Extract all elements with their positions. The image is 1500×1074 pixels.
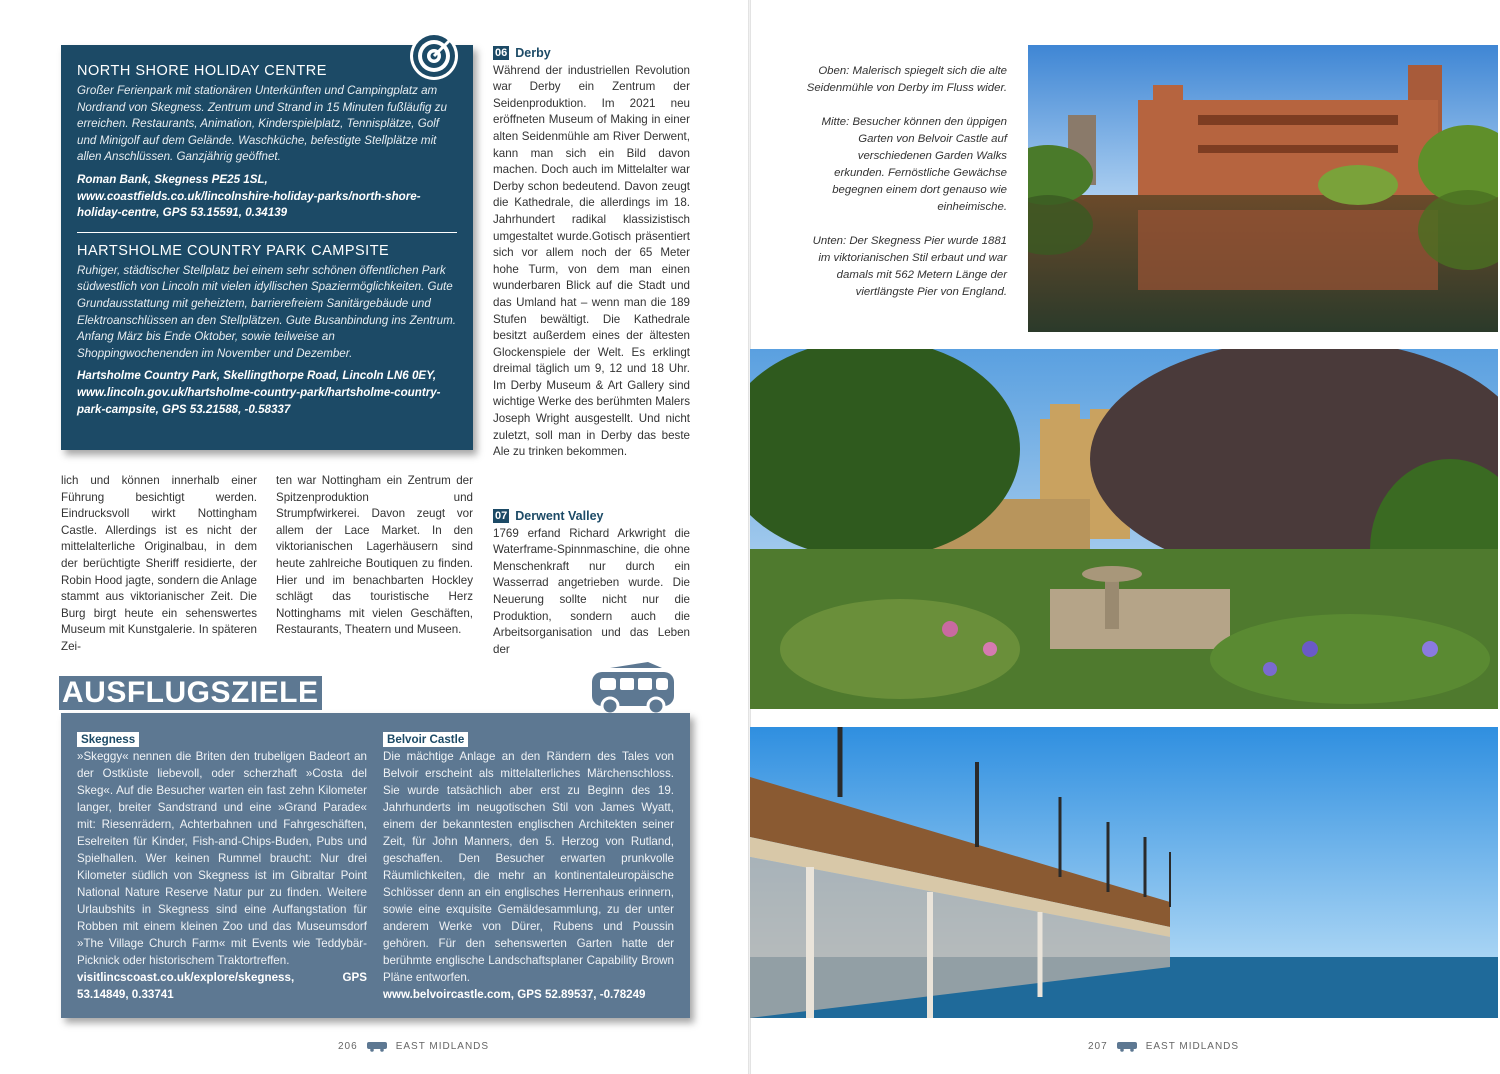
section-name: EAST MIDLANDS — [1145, 1040, 1240, 1052]
campervan-icon — [366, 1040, 388, 1052]
campsite-address: Roman Bank, Skegness PE25 1SL, www.coastfields.co.uk/lincolnshire-holiday-parks/north-shore-holiday-centre, GPS 53.15591, 0.34139 — [77, 172, 421, 220]
ausflugsziele-box — [61, 713, 690, 1018]
campsite-title: HARTSHOLME COUNTRY PARK CAMPSITE — [77, 242, 390, 259]
divider — [77, 232, 457, 233]
target-icon — [404, 20, 470, 86]
section-text: Während der industriellen Revolution war Derby ein Zentrum der Seidenproduktion. Im 2021 neu eröffneten Museum of Making in einer alten Seidenmühle am River Derwent, kann man sich ein Bild davon machen. Doch auch im Mittelalter war Derby schon bedeutend. Davon zeugt die Kathedrale, die allerdings im 18. Jahrhundert radikal klassizistisch umgestaltet wurde.Gotisch präsentiert sich vor allem noch der 65 Meter hohe Turm, von dem man einen wunderbaren Blick auf die Stadt und das Umland hat – wenn man die 189 Stufen bewältigt. Die Kathedrale besitzt außerdem eines der ältesten Glockenspiele der Welt. Es erklingt dreimal täglich um 9, 12 und 18 Uhr. Im Derby Museum & Art Gallery sind wichtige Werke des berühmten Malers Joseph Wright ausgestellt. Und nicht zuletzt, soll man in Derby das beste Ale zu trinken bekommen. — [493, 63, 690, 459]
campervan-icon — [588, 660, 678, 718]
ausflugsziel-link[interactable]: visitlincscoast.co.uk/explore/skegness, GPS 53.14849, 0.33741 — [77, 971, 367, 1001]
ausflugsziel-text: Die mächtige Anlage an den Rändern des Tales von Belvoir erscheint als mittelalterliches Märchenschloss. Sie wurde tatsächlich aber erst zu Beginn des 19. Jahrhunderts im neugotischen Stil von James Wyatt, einem der bekanntesten englischen Architekten seiner Zeit, für John Manners, den 5. Herzog von Rutland, geschaffen. Den Besucher erwarten prunkvolle Räumlichkeiten, die mehr an kontinentaleuropäische Schlösser denn an ein englisches Herrenhaus erinnern, sowie eine exquisite Gemäldesammlung, zu der unter anderem Werke von Dürer, Rubens und Poussin gehören. Für den sehenswerten Garten hatte der berühmte englische Landschaftsplaner Capability Brown Pläne entworfen. — [383, 750, 674, 984]
ausflugsziel-skegness — [77, 731, 367, 1003]
caption: Oben: Malerisch spiegelt sich die alte Seidenmühle von Derby im Fluss wider. — [806, 65, 1007, 94]
campervan-icon — [1116, 1040, 1138, 1052]
campsite-address: Hartsholme Country Park, Skellingthorpe Road, Lincoln LN6 0EY, www.lincoln.gov.uk/hartsholme-country-park/hartsholme-country-park-campsite, GPS 53.21588, -0.58337 — [77, 369, 441, 416]
page-footer — [338, 1040, 489, 1052]
ausflugsziel-link[interactable]: www.belvoircastle.com, GPS 52.89537, -0.78249 — [383, 988, 646, 1001]
body-column: lich und können innerhalb einer Führung besichtigt werden. Eindrucksvoll wirkt Nottingham Castle. Allerdings ist es nicht der mittelalterliche Originalbau, in dem der berüchtigte Sheriff residierte, der Robin Hood jagte, sondern die Anlage stammt aus viktorianischer Zeit. Die Burg birgt heute ein sehenswertes Museum mit Kunstgalerie. In späteren Zei- — [61, 474, 257, 653]
section-text: 1769 erfand Richard Arkwright die Waterframe-Spinnmaschine, die ohne Menschenkraft nur durch ein Wasserrad angetrieben wurde. Die Neuerung sollte nicht nur die Produktion, sondern auch die Arbeitsorganisation und das Leben der — [493, 526, 690, 656]
body-column: ten war Nottingham ein Zentrum der Spitzenproduktion und Strumpfwirkerei. Davon zeugt vor allem der Lace Market. In den viktorianischen Lagerhäusern sind heute zahlreiche Boutiquen zu finden. Hier und im benachbarten Hockley schlägt das touristische Herz Nottinghams mit vielen Geschäften, Restaurants, Theatern und Museen. — [276, 474, 473, 637]
campsite-description: Ruhiger, städtischer Stellplatz bei einem sehr schönen öffentlichen Park südwestlich von Lincoln mit vielen idyllischen Spaziermöglichkeiten. Gute Grundausstattung mit geheiztem, barrierefreiem Sanitärgebäude und Elektroanschlüssen an den Stellplätzen. Gute Busanbindung ins Zentrum. Anfang März bis Ende Oktober, sowie teilweise an Shoppingwochenenden im November und Dezember. — [77, 263, 456, 360]
campsite-title: NORTH SHORE HOLIDAY CENTRE — [77, 63, 327, 79]
section-heading — [493, 45, 690, 62]
section-heading — [493, 508, 690, 525]
section-title: Derby — [515, 46, 551, 60]
photo-skegness-pier — [750, 727, 1498, 1018]
section-number: 07 — [495, 510, 508, 523]
page-footer — [1088, 1040, 1239, 1052]
photo-derby-silk-mill — [1028, 45, 1498, 332]
section-name: EAST MIDLANDS — [395, 1040, 490, 1052]
caption: Unten: Der Skegness Pier wurde 1881 im viktorianischen Stil erbaut und war damals mit 562 Metern Länge der viertlängste Pier von England. — [812, 235, 1007, 298]
section-derby — [493, 45, 690, 461]
campsite-info-box — [61, 45, 473, 450]
ausflugsziele-heading: AUSFLUGSZIELE — [59, 676, 322, 710]
ausflugsziel-label: Skegness — [77, 732, 139, 747]
photo-captions — [806, 63, 1007, 318]
section-number: 06 — [495, 47, 508, 60]
page-number: 206 — [338, 1040, 358, 1052]
ausflugsziel-belvoir — [383, 731, 674, 1003]
ausflugsziel-label: Belvoir Castle — [383, 732, 468, 747]
section-derwent-valley — [493, 508, 690, 658]
page-number: 207 — [1088, 1040, 1108, 1052]
photo-belvoir-castle-garden — [750, 349, 1498, 709]
caption: Mitte: Besucher können den üppigen Garten von Belvoir Castle auf verschiedenen Garden Walks erkunden. Fernöstliche Gewächse begegnen einem dort genauso wie einheimische. — [821, 116, 1007, 213]
section-title: Derwent Valley — [515, 509, 604, 523]
campsite-description: Großer Ferienpark mit stationären Unterkünften und Campingplatz am Nordrand von Skegness. Zentrum und Strand in 15 Minuten fußläufig zu erreichen. Restaurants, Animation, Kinderspielplatz, Tennisplätze, Golf und Minigolf auf dem Gelände. Waschküche, befestigte Stellplätze mit allen Anschlüssen. Ganzjährig geöffnet. — [77, 84, 447, 164]
ausflugsziel-text: »Skeggy« nennen die Briten den trubeligen Badeort an der Ostküste liebevoll, oder scherzhaft »Costa del Skeg«. Auf die Besucher warten ein fast zehn Kilometer langer, breiter Sandstrand und eine »Grand Parade« mit: Riesenrädern, Achterbahnen und Fahrgeschäften, Eselreiten für Kinder, Fish-and-Chips-Buden, Pubs und Spielhallen. Wer keinen Rummel braucht: Nur drei Kilometer südlich von Skegness ist im Gibraltar Point National Nature Reserve Natur pur zu finden. Weitere Urlaubshits in Skegness sind eine Auffangstation für Robben mit einem kleinen Zoo und das Museumsdorf »The Village Church Farm« mit Events wie Teddybär-Picknick oder historischem Traktortreffen. — [77, 750, 367, 967]
